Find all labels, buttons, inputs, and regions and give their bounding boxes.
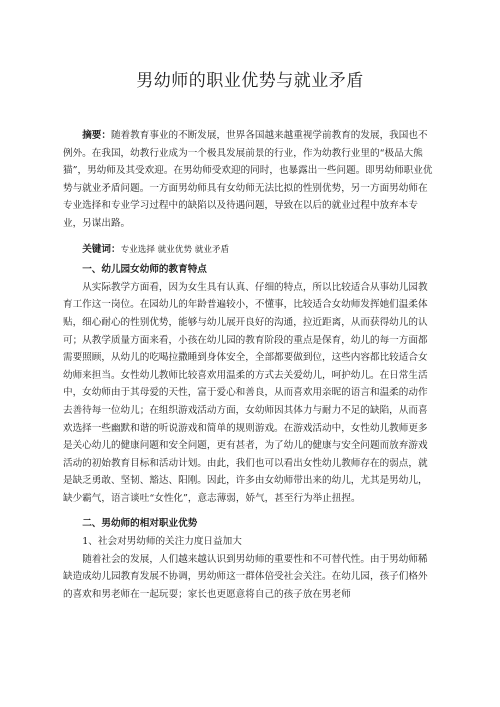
- abstract: [63, 127, 437, 233]
- section-2-paragraph: 随着社会的发展，人们越来越认识到男幼师的重要性和不可替代性。由于男幼师稀缺造成幼儿园教育发展不协调，男幼师这一群体倍受社会关注。在幼儿园，孩子们格外的喜欢和男老师在一起玩耍；家长也更愿意将自己的孩子放在男老师: [63, 553, 428, 600]
- keywords-text: 专业选择 就业优势 就业矛盾: [120, 244, 230, 255]
- abstract-label: 摘要：: [82, 130, 111, 141]
- section-1-paragraph: 从实际教学方面看，因为女生具有认真、仔细的特点，所以比较适合从事幼儿园教育工作这一岗位。在园幼儿的年龄普遍较小，不懂事，比较适合女幼师发挥她们温柔体贴，细心耐心的性别优势，能够与幼儿展开良好的沟通，拉近距离，从而获得幼儿的认可；从教学质量方面来看，小孩在幼儿园的教育阶段的重点是保育，幼儿的每一方面都需要照顾，从幼儿的吃喝拉撒睡到身体安全，全部都要做到位，这些内容都比较适合女幼师来担当。女性幼儿教师比较喜欢用温柔的方式去关爱幼儿，呵护幼儿。在日常生活中，女幼师由于其母爱的天性，富于爱心和善良，从而喜欢用亲昵的语言和温柔的动作去善待每一位幼儿；在组织游戏活动方面，女幼师因其体力与耐力不足的缺陷，从而喜欢选择一些幽默和谐的听说游戏和简单的规则游戏。在游戏活动中，女性幼儿教师更多是关心幼儿的健康问题和安全问题，更有甚者，为了幼儿的健康与安全问题而放弃游戏活动的初始教育目标和活动计划。由此，我们也可以看出女性幼儿教师存在的弱点，就是缺乏勇敢、坚韧、豁达、阳刚。因此，许多由女幼师带出来的幼儿，尤其是男幼儿，缺少霸气，语言谈吐“女性化”，意志薄弱，娇气，甚至行为举止扭捏。: [63, 281, 428, 504]
- keywords: [63, 241, 437, 260]
- page-title: 男幼师的职业优势与就业矛盾: [136, 71, 364, 91]
- abstract-text: 随着教育事业的不断发展，世界各国越来越重视学前教育的发展，我国也不例外。在我国，幼教行业成为一个极具发展前景的行业，作为幼教行业里的“极品大熊猫”，男幼师及其受欢迎。在男幼师受欢迎的同时，也暴露出一些问题。即男幼师职业优势与就业矛盾问题。一方面男幼师具有女幼师无法比拟的性别优势，另一方面男幼师在专业选择和专业学习过程中的缺陷以及待遇问题，导致在以后的就业过程中放弃本专业，另谋出路。: [63, 130, 433, 229]
- section-heading-1: 一、幼儿园女幼师的教育特点: [82, 264, 207, 276]
- subsection-heading: 1、社会对男幼师的关注力度日益加大: [82, 536, 242, 548]
- keywords-label: 关键词：: [82, 243, 121, 255]
- section-heading-2: 二、男幼师的相对职业优势: [82, 518, 198, 530]
